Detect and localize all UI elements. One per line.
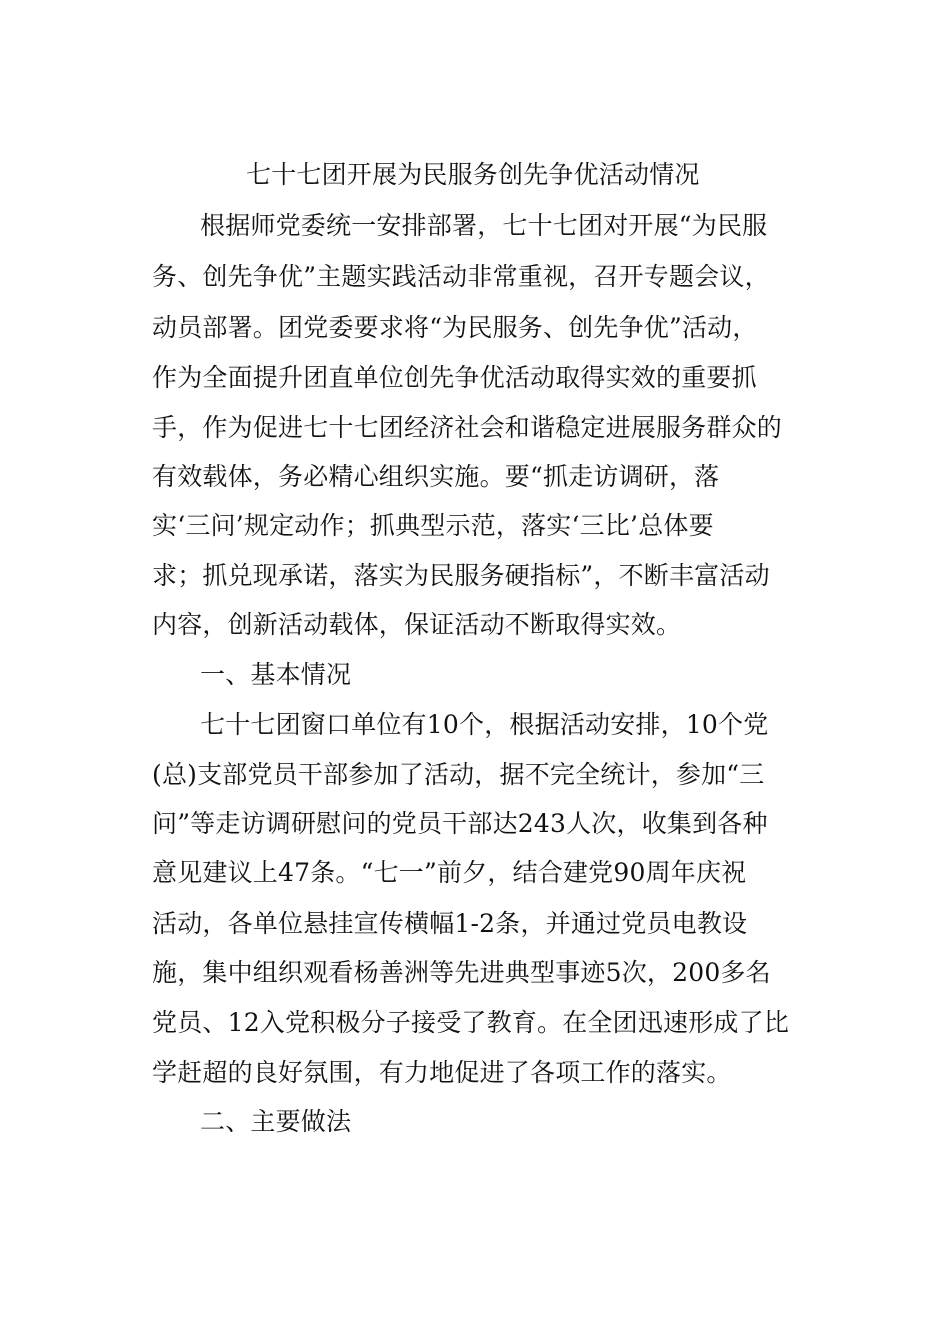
paragraph-2-line-4: 意见建议上47条。“七一”前夕，结合建党90周年庆祝 [152,858,747,887]
paragraph-2-line-1: 七十七团窗口单位有10个，根据活动安排，10个党 [200,710,769,739]
paragraph-1-line-8: 求；抓兑现承诺，落实为民服务硬指标”，不断丰富活动 [152,561,770,590]
paragraph-1-line-5: 手，作为促进七十七团经济社会和谐稳定进展服务群众的 [152,413,783,442]
paragraph-2-line-2: (总)支部党员干部参加了活动，据不完全统计，参加“三 [152,760,765,789]
paragraph-2-line-7: 党员、12入党积极分子接受了教育。在全团迅速形成了比 [152,1008,790,1037]
paragraph-1-line-1: 根据师党委统一安排部署，七十七团对开展“为民服 [200,211,768,240]
document-title: 七十七团开展为民服务创先争优活动情况 [246,160,700,189]
paragraph-1-line-7: 实‘三问’规定动作；抓典型示范，落实‘三比’总体要 [152,511,714,540]
paragraph-1-line-6: 有效载体，务必精心组织实施。要“抓走访调研，落 [152,462,720,491]
paragraph-2-line-6: 施，集中组织观看杨善洲等先进典型事迹5次，200多名 [152,958,771,987]
paragraph-1-line-9: 内容，创新活动载体，保证活动不断取得实效。 [152,610,682,639]
paragraph-1-line-3: 动员部署。团党委要求将“为民服务、创先争优”活动， [152,313,758,342]
section-heading-methods: 二、主要做法 [200,1107,352,1136]
paragraph-2-line-8: 学赶超的良好氛围，有力地促进了各项工作的落实。 [152,1058,732,1087]
paragraph-1-line-4: 作为全面提升团直单位创先争优活动取得实效的重要抓 [152,363,757,392]
section-heading-basic: 一、基本情况 [200,660,352,689]
paragraph-2-line-5: 活动，各单位悬挂宣传横幅1-2条，并通过党员电教设 [152,909,748,938]
paragraph-2-line-3: 问”等走访调研慰问的党员干部达243人次，收集到各种 [152,809,768,838]
paragraph-1-line-2: 务、创先争优”主题实践活动非常重视，召开专题会议， [152,262,770,291]
